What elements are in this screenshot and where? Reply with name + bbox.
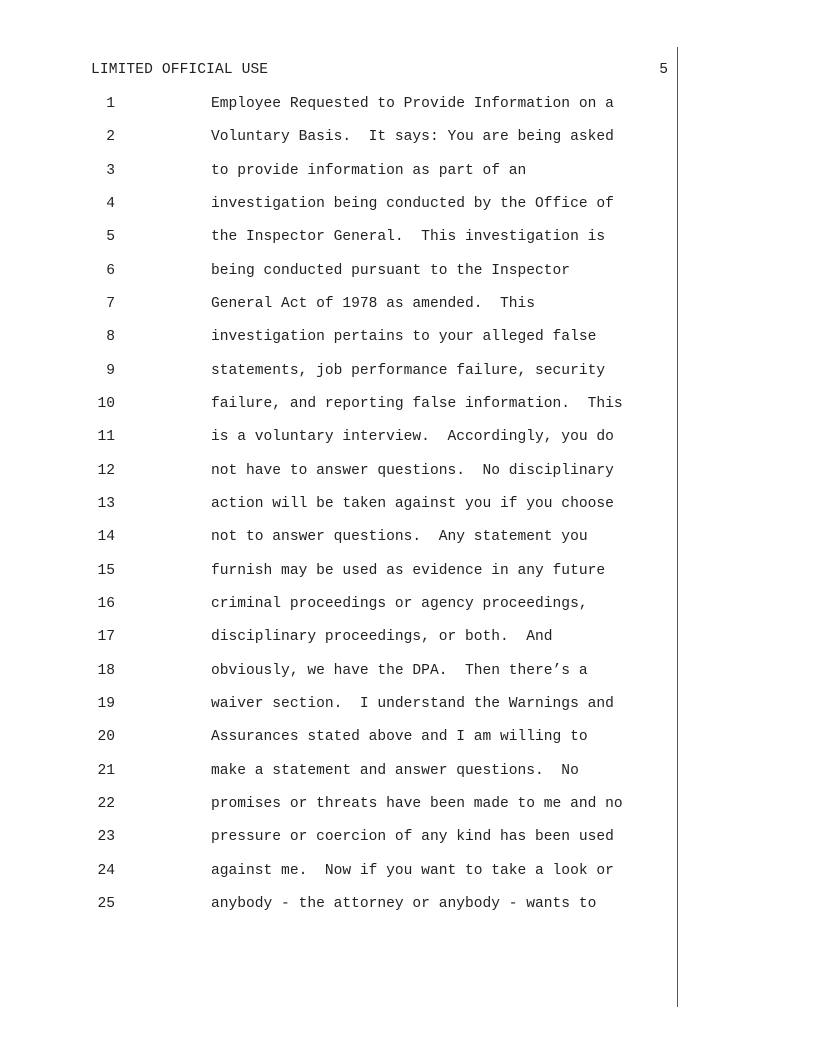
transcript-line-24 [0, 859, 677, 892]
line-text: not have to answer questions. No disciplinary [211, 462, 614, 479]
transcript-line-6 [0, 259, 677, 292]
transcript-line-21 [0, 759, 677, 792]
line-text: Voluntary Basis. It says: You are being asked [211, 129, 614, 146]
line-number: 15 [97, 562, 115, 579]
line-number: 13 [97, 495, 115, 512]
line-number: 3 [106, 162, 115, 179]
line-text: General Act of 1978 as amended. This [211, 295, 536, 312]
line-number: 4 [106, 195, 115, 212]
line-text: furnish may be used as evidence in any future [211, 562, 606, 579]
transcript-line-22 [0, 792, 677, 825]
line-number: 9 [106, 362, 115, 379]
line-number: 24 [97, 862, 115, 879]
line-text: to provide information as part of an [211, 162, 527, 179]
line-number: 7 [106, 295, 115, 312]
margin-rule [677, 47, 678, 1007]
transcript-line-13 [0, 492, 677, 525]
page-number: 5 [659, 62, 668, 78]
transcript-line-9 [0, 359, 677, 392]
line-text: criminal proceedings or agency proceedings, [211, 595, 588, 612]
line-text: being conducted pursuant to the Inspector [211, 262, 571, 279]
line-text: pressure or coercion of any kind has been used [211, 829, 614, 846]
line-text: investigation being conducted by the Office of [211, 195, 614, 212]
line-number: 17 [97, 629, 115, 646]
line-text: the Inspector General. This investigation is [211, 229, 606, 246]
line-number: 6 [106, 262, 115, 279]
transcript-line-23 [0, 825, 677, 858]
line-text: anybody - the attorney or anybody - wants to [211, 895, 597, 912]
transcript-line-16 [0, 592, 677, 625]
line-text: investigation pertains to your alleged false [211, 329, 597, 346]
transcript-line-8 [0, 325, 677, 358]
transcript-lines [0, 92, 677, 925]
line-text: action will be taken against you if you choose [211, 495, 614, 512]
transcript-line-3 [0, 159, 677, 192]
transcript-line-2 [0, 125, 677, 158]
line-number: 2 [106, 129, 115, 146]
line-text: waiver section. I understand the Warnings and [211, 695, 614, 712]
transcript-line-20 [0, 725, 677, 758]
line-text: make a statement and answer questions. No [211, 762, 579, 779]
line-number: 22 [97, 795, 115, 812]
transcript-line-4 [0, 192, 677, 225]
line-number: 14 [97, 529, 115, 546]
transcript-line-17 [0, 625, 677, 658]
transcript-line-18 [0, 659, 677, 692]
line-number: 11 [97, 429, 115, 446]
line-text: disciplinary proceedings, or both. And [211, 629, 553, 646]
transcript-line-11 [0, 425, 677, 458]
line-number: 25 [97, 895, 115, 912]
line-number: 5 [106, 229, 115, 246]
line-text: failure, and reporting false information. This [211, 395, 623, 412]
transcript-line-15 [0, 559, 677, 592]
transcript-line-25 [0, 892, 677, 925]
line-number: 23 [97, 829, 115, 846]
transcript-line-1 [0, 92, 677, 125]
classification-header: LIMITED OFFICIAL USE [91, 62, 269, 78]
line-text: promises or threats have been made to me and no [211, 795, 623, 812]
line-number: 8 [106, 329, 115, 346]
line-text: obviously, we have the DPA. Then there’s a [211, 662, 588, 679]
line-number: 16 [97, 595, 115, 612]
line-number: 20 [97, 729, 115, 746]
transcript-line-5 [0, 225, 677, 258]
line-text: against me. Now if you want to take a look or [211, 862, 614, 879]
transcript-line-12 [0, 459, 677, 492]
line-text: statements, job performance failure, security [211, 362, 606, 379]
transcript-line-14 [0, 525, 677, 558]
transcript-line-10 [0, 392, 677, 425]
line-number: 1 [106, 96, 115, 112]
line-number: 18 [97, 662, 115, 679]
line-number: 21 [97, 762, 115, 779]
transcript-line-19 [0, 692, 677, 725]
transcript-line-7 [0, 292, 677, 325]
line-text: Assurances stated above and I am willing to [211, 729, 588, 746]
line-text: is a voluntary interview. Accordingly, you do [211, 429, 614, 446]
line-number: 12 [97, 462, 115, 479]
line-text: Employee Requested to Provide Information on a [211, 96, 614, 112]
line-number: 10 [97, 395, 115, 412]
line-text: not to answer questions. Any statement you [211, 529, 588, 546]
line-number: 19 [97, 695, 115, 712]
